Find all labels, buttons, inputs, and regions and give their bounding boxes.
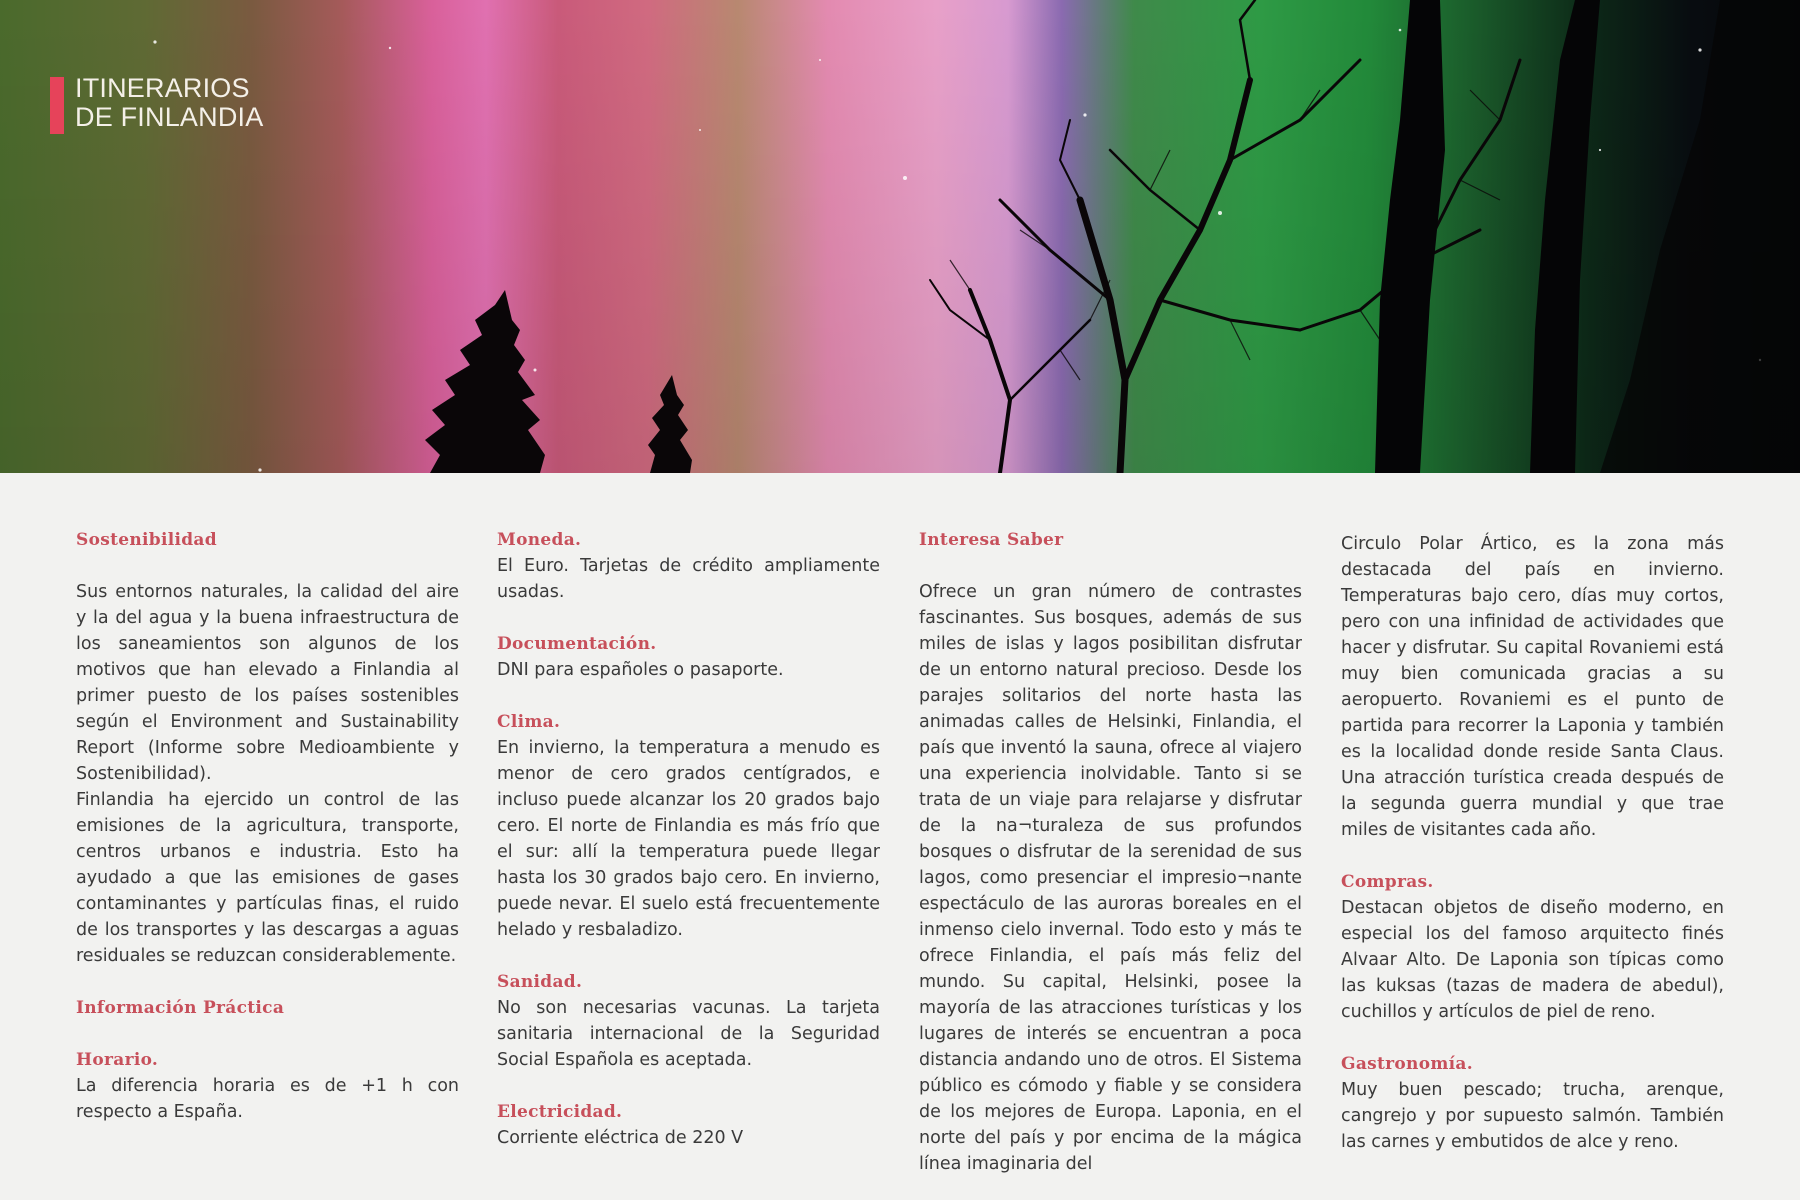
- paragraph-clima: En invierno, la temperatura a menudo es menor de cero grados centígrados, e incluso puede alcanzar los 20 grados bajo cero. El norte de Finlandia es más frío que el sur: allí la temperatura puede llegar hasta los 30 grados bajo cero. En invierno, puede nevar. El suelo está frecuentemente helado y resbaladizo.: [497, 738, 880, 940]
- paragraph-interesa-saber: Ofrece un gran número de contrastes fascinantes. Sus bosques, además de sus miles de islas y lagos posibilitan disfrutar de un entorno natural precioso. Desde los parajes solitarios del norte hasta las animadas calles de Helsinki, Finlandia, el país que inventó la sauna, ofrece al viajero una experiencia inolvidable. Tanto si se trata de un viaje para relajarse y disfrutar de la na¬turaleza de sus profundos bosques o disfrutar de la serenidad de sus lagos, como presenciar el impresio¬nante espectáculo de las auroras boreales en el inmenso cielo invernal. Todo esto y más te ofrece Finlandia, el país más feliz del mundo. Su capital, Helsinki, posee la mayoría de las atracciones turísticas y los lugares de interés se encuentran a poca distancia andando uno de otros. El Sistema público es cómodo y fiable y se considera de los mejores de Europa. Laponia, en el norte del país y por encima de la mágica línea imaginaria del: [919, 582, 1302, 1174]
- column-1: [76, 527, 459, 1125]
- paragraph-documentacion: DNI para españoles o pasaporte.: [497, 660, 784, 680]
- heading-sostenibilidad: Sostenibilidad: [76, 530, 217, 550]
- paragraph-moneda: El Euro. Tarjetas de crédito ampliamente usadas.: [497, 556, 880, 602]
- paragraph-sostenibilidad-2: Finlandia ha ejercido un control de las emisiones de la agricultura, transporte, centros urbanos e industria. Esto ha ayudado a que las emisiones de gases contaminantes y partículas finas, el ruido de los transportes y las descargas a aguas residuales se reduzcan considerablemente.: [76, 790, 459, 966]
- column-3: [919, 527, 1302, 1177]
- paragraph-electricidad: Corriente eléctrica de 220 V: [497, 1128, 744, 1148]
- title-line-1: ITINERARIOS: [75, 73, 250, 103]
- paragraph-horario: La diferencia horaria es de +1 h con respecto a España.: [76, 1076, 459, 1122]
- title-text: [75, 74, 263, 134]
- hero-aurora-photo: [0, 0, 1800, 473]
- heading-electricidad: Electricidad.: [497, 1102, 623, 1122]
- paragraph-circulo-polar: Circulo Polar Ártico, es la zona más destacada del país en invierno. Temperaturas bajo cero, días muy cortos, pero con una infinidad de actividades que hacer y disfrutar. Su capital Rovaniemi está muy bien comunicada gracias a su aeropuerto. Rovaniemi es el punto de partida para recorrer la Laponia y también es la localidad donde reside Santa Claus. Una atracción turística creada después de la segunda guerra mundial y que trae miles de visitantes cada año.: [1341, 534, 1724, 840]
- paragraph-compras: Destacan objetos de diseño moderno, en especial los del famoso arquitecto finés Alvaar Alto. De Laponia son típicas como las kuksas (tazas de madera de abedul), cuchillos y artículos de piel de reno.: [1341, 898, 1724, 1022]
- paragraph-sostenibilidad-1: Sus entornos naturales, la calidad del aire y la del agua y la buena infraestructura de los saneamientos son algunos de los motivos que han elevado a Finlandia al primer puesto de los países sostenibles según el Environment and Sustainability Report (Informe sobre Medioambiente y Sostenibilidad).: [76, 582, 459, 784]
- heading-informacion-practica: Información Práctica: [76, 998, 285, 1018]
- heading-moneda: Moneda.: [497, 530, 582, 550]
- paragraph-gastronomia: Muy buen pescado; trucha, arenque, cangrejo y por supuesto salmón. También las carnes y embutidos de alce y reno.: [1341, 1080, 1724, 1152]
- tree-silhouettes: [0, 0, 1800, 473]
- heading-compras: Compras.: [1341, 872, 1434, 892]
- heading-gastronomia: Gastronomía.: [1341, 1054, 1473, 1074]
- column-2: [497, 527, 880, 1151]
- heading-documentacion: Documentación.: [497, 634, 657, 654]
- page-title: [50, 74, 263, 134]
- heading-clima: Clima.: [497, 712, 561, 732]
- column-4: [1341, 531, 1724, 1155]
- title-line-2: DE FINLANDIA: [75, 102, 264, 132]
- heading-sanidad: Sanidad.: [497, 972, 583, 992]
- title-accent-bar: [50, 77, 64, 134]
- heading-horario: Horario.: [76, 1050, 159, 1070]
- paragraph-sanidad: No son necesarias vacunas. La tarjeta sanitaria internacional de la Seguridad Social Española es aceptada.: [497, 998, 880, 1070]
- heading-interesa-saber: Interesa Saber: [919, 530, 1064, 550]
